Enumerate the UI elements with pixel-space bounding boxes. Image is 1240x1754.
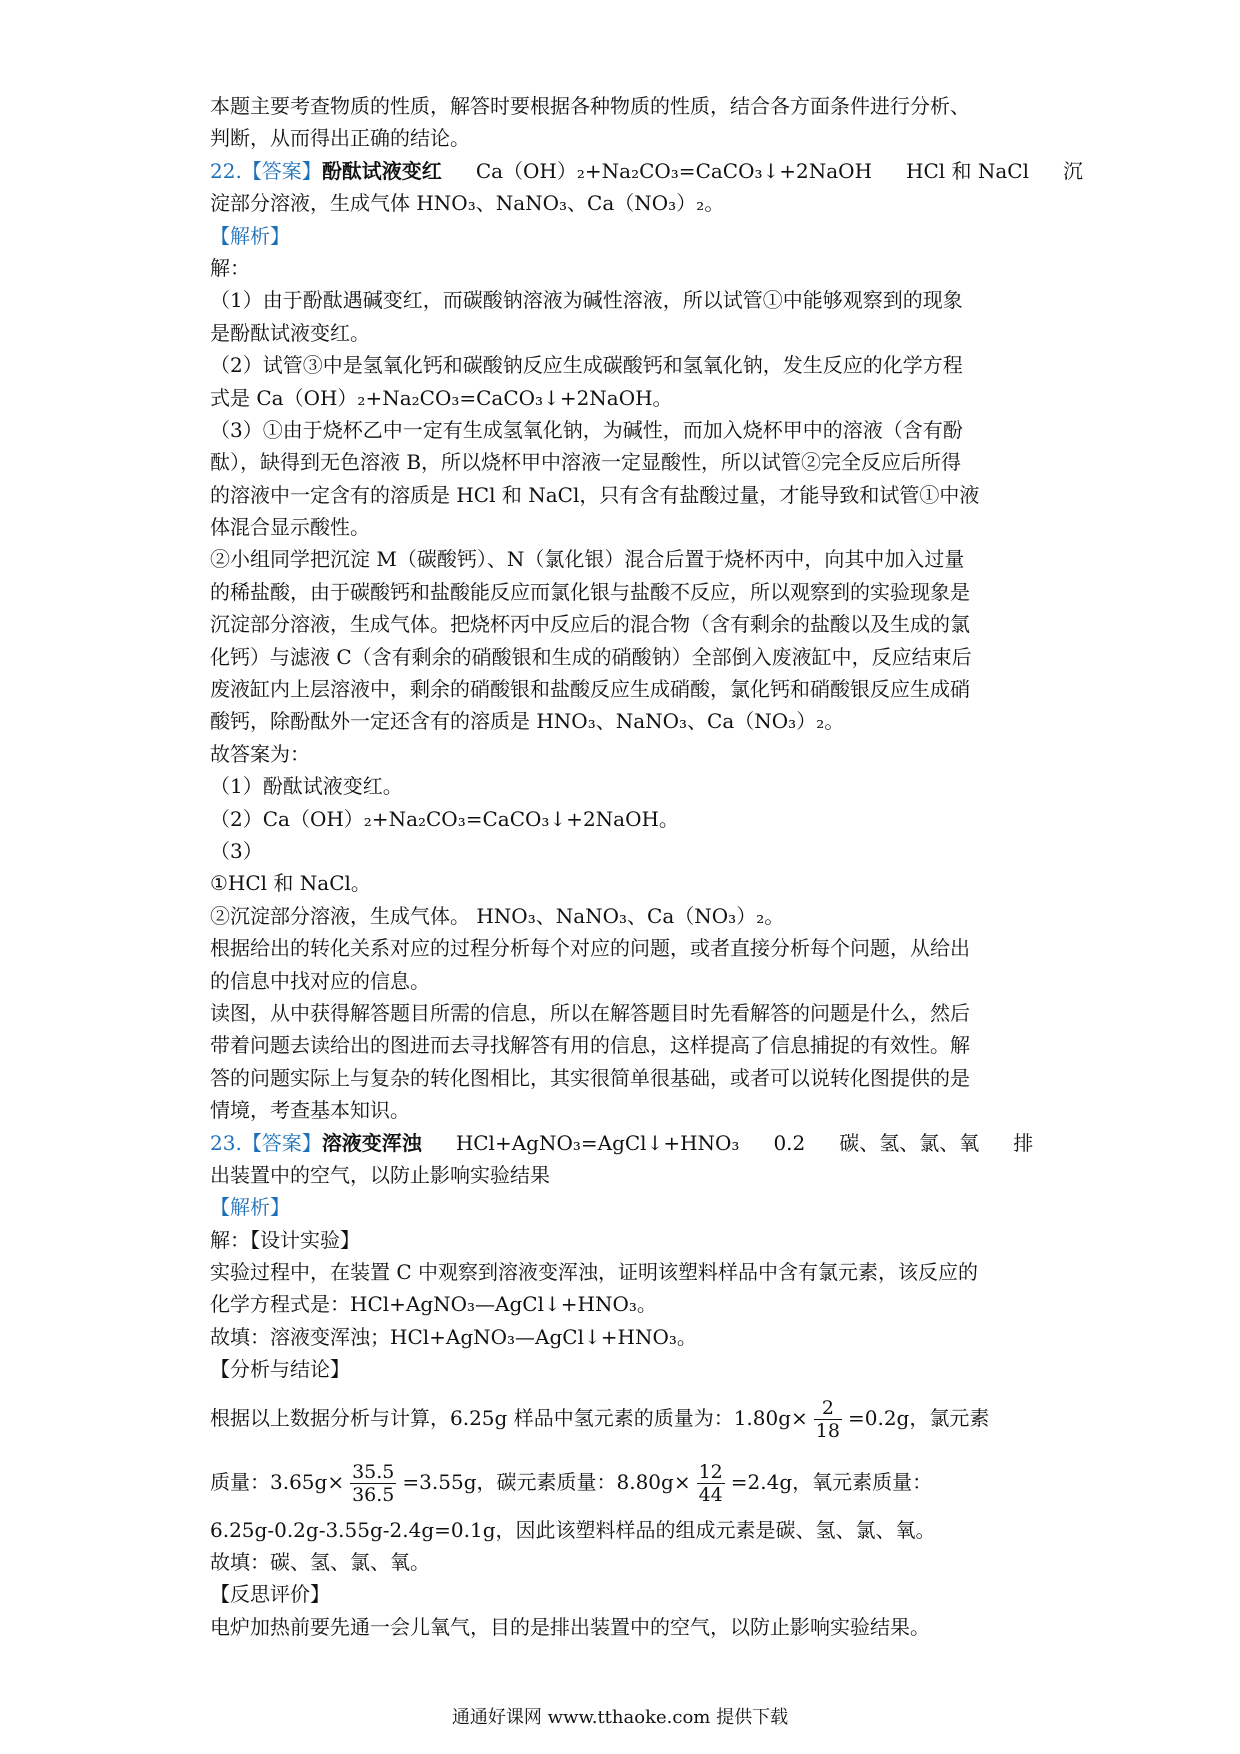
answer-tag: 【答案】: [241, 158, 322, 183]
fraction-denominator: 44: [698, 1483, 723, 1506]
text-line: 【分析与结论】: [210, 1357, 350, 1382]
q23-answer-line-2: 出装置中的空气，以防止影响实验结果: [210, 1162, 550, 1187]
text-line: 废液缸内上层溶液中，剩余的硝酸银和盐酸反应生成硝酸，氯化钙和硝酸银反应生成硝: [210, 677, 970, 702]
text-line: （1）酚酞试液变红。: [210, 774, 403, 799]
calc-text: 质量：3.65g×: [210, 1469, 345, 1494]
calc-text: =3.55g，碳元素质量：8.80g×: [402, 1469, 691, 1494]
text-line: 酞），缺得到无色溶液 B，所以烧杯甲中溶液一定显酸性，所以试管②完全反应后所得: [210, 450, 962, 475]
fraction: [814, 1397, 842, 1442]
text-line: 电炉加热前要先通一会儿氧气，目的是排出装置中的空气，以防止影响实验结果。: [210, 1614, 930, 1639]
answer-part: Ca（OH）₂+Na₂CO₃=CaCO₃↓+2NaOH: [475, 158, 873, 183]
text-line: 读图，从中获得解答题目所需的信息，所以在解答题目时先看解答的问题是什么，然后: [210, 1000, 970, 1025]
analysis-heading: 【解析】: [210, 223, 290, 248]
calc-text: =0.2g，氯元素: [847, 1405, 990, 1430]
text-line: 判断，从而得出正确的结论。: [210, 126, 470, 151]
calc-line-2: [210, 1450, 1040, 1514]
fraction-denominator: 18: [815, 1419, 840, 1442]
fraction-numerator: 12: [698, 1460, 723, 1483]
text-line: 6.25g-0.2g-3.55g-2.4g=0.1g，因此该塑料样品的组成元素是碳、氢、氯、氧。: [210, 1517, 936, 1542]
text-line: 解：: [210, 255, 250, 280]
text-line: 故填：碳、氢、氯、氧。: [210, 1550, 430, 1575]
text-line: 带着问题去读给出的图进而去寻找解答有用的信息，这样提高了信息捕捉的有效性。解: [210, 1033, 970, 1058]
answer-part: 溶液变浑浊: [321, 1130, 422, 1155]
answer-part: 沉: [1063, 158, 1083, 183]
text-line: 根据给出的转化关系对应的过程分析每个对应的问题，或者直接分析每个问题，从给出: [210, 936, 970, 961]
text-line: 故答案为：: [210, 741, 310, 766]
page-footer[interactable]: 通通好课网 www.tthaoke.com 提供下载: [451, 1707, 789, 1728]
text-line: 实验过程中，在装置 C 中观察到溶液变浑浊，证明该塑料样品中含有氯元素，该反应的: [210, 1260, 979, 1285]
text-line: 沉淀部分溶液，生成气体。把烧杯丙中反应后的混合物（含有剩余的盐酸以及生成的氯: [210, 612, 970, 637]
text-line: 化钙）与滤液 C（含有剩余的硝酸银和生成的硝酸钠）全部倒入废液缸中，反应结束后: [210, 644, 972, 669]
text-line: ②沉淀部分溶液，生成气体。 HNO₃、NaNO₃、Ca（NO₃）₂。: [210, 903, 785, 928]
text-line: 的信息中找对应的信息。: [210, 968, 430, 993]
q22-answer-line-2: 淀部分溶液，生成气体 HNO₃、NaNO₃、Ca（NO₃）₂。: [210, 191, 725, 216]
analysis-heading: 【解析】: [210, 1195, 290, 1220]
fraction-numerator: 2: [814, 1397, 842, 1420]
section-heading: 【反思评价】: [210, 1582, 330, 1607]
text-line: 情境，考查基本知识。: [210, 1098, 410, 1123]
calc-line-1: [210, 1386, 1040, 1450]
document-body: [210, 90, 1083, 1643]
text-line: ①HCl 和 NaCl。: [210, 871, 371, 896]
text-line: ②小组同学把沉淀 M（碳酸钙）、N（氯化银）混合后置于烧杯丙中，向其中加入过量: [210, 547, 965, 572]
calc-text: 根据以上数据分析与计算，6.25g 样品中氢元素的质量为：1.80g×: [210, 1405, 808, 1430]
answer-part: 酚酞试液变红: [321, 158, 442, 183]
calc-text: =2.4g，氧元素质量：: [730, 1469, 933, 1494]
answer-part: HCl+AgNO₃=AgCl↓+HNO₃: [455, 1130, 740, 1155]
text-line: 的稀盐酸，由于碳酸钙和盐酸能反应而氯化银与盐酸不反应，所以观察到的实验现象是: [210, 579, 970, 604]
text-line: （3）: [210, 838, 263, 863]
text-line: 是酚酞试液变红。: [210, 320, 370, 345]
fraction-numerator: 35.5: [352, 1460, 395, 1483]
fraction: [697, 1461, 725, 1506]
answer-part: 0.2: [773, 1130, 806, 1155]
text-line: 的溶液中一定含有的溶质是 HCl 和 NaCl，只有含有盐酸过量，才能导致和试管①中液: [210, 482, 980, 507]
text-line: （2）Ca（OH）₂+Na₂CO₃=CaCO₃↓+2NaOH。: [210, 806, 679, 831]
text-line: 化学方程式是：HCl+AgNO₃—AgCl↓+HNO₃。: [210, 1292, 657, 1317]
text-line: （3）①由于烧杯乙中一定有生成氢氧化钠，为碱性，而加入烧杯甲中的溶液（含有酚: [210, 417, 963, 442]
fraction: [350, 1461, 396, 1506]
text-line: （2）试管③中是氢氧化钙和碳酸钠反应生成碳酸钙和氢氧化钠，发生反应的化学方程: [210, 353, 963, 378]
text-line: 式是 Ca（OH）₂+Na₂CO₃=CaCO₃↓+2NaOH。: [210, 385, 673, 410]
fraction-denominator: 36.5: [352, 1483, 395, 1506]
question-number: 23.: [210, 1130, 242, 1155]
question-number: 22.: [210, 158, 242, 183]
text-line: （1）由于酚酞遇碱变红，而碳酸钠溶液为碱性溶液，所以试管①中能够观察到的现象: [210, 288, 963, 313]
answer-part: 碳、氢、氯、氧: [839, 1130, 980, 1155]
answer-part: HCl 和 NaCl: [906, 158, 1029, 183]
q22-answer-line: [210, 155, 1083, 187]
q23-answer-line: [210, 1127, 1040, 1159]
answer-part: 排: [1013, 1130, 1034, 1155]
text-line: 故填：溶液变浑浊；HCl+AgNO₃—AgCl↓+HNO₃。: [210, 1324, 697, 1349]
text-line: 酸钙，除酚酞外一定还含有的溶质是 HNO₃、NaNO₃、Ca（NO₃）₂。: [210, 709, 845, 734]
answer-tag: 【答案】: [241, 1130, 322, 1155]
text-line: 本题主要考查物质的性质，解答时要根据各种物质的性质，结合各方面条件进行分析、: [210, 94, 970, 118]
text-line: 解：【设计实验】: [210, 1227, 360, 1252]
text-line: 体混合显示酸性。: [210, 515, 370, 540]
text-line: 答的问题实际上与复杂的转化图相比，其实很简单很基础，或者可以说转化图提供的是: [210, 1065, 970, 1090]
